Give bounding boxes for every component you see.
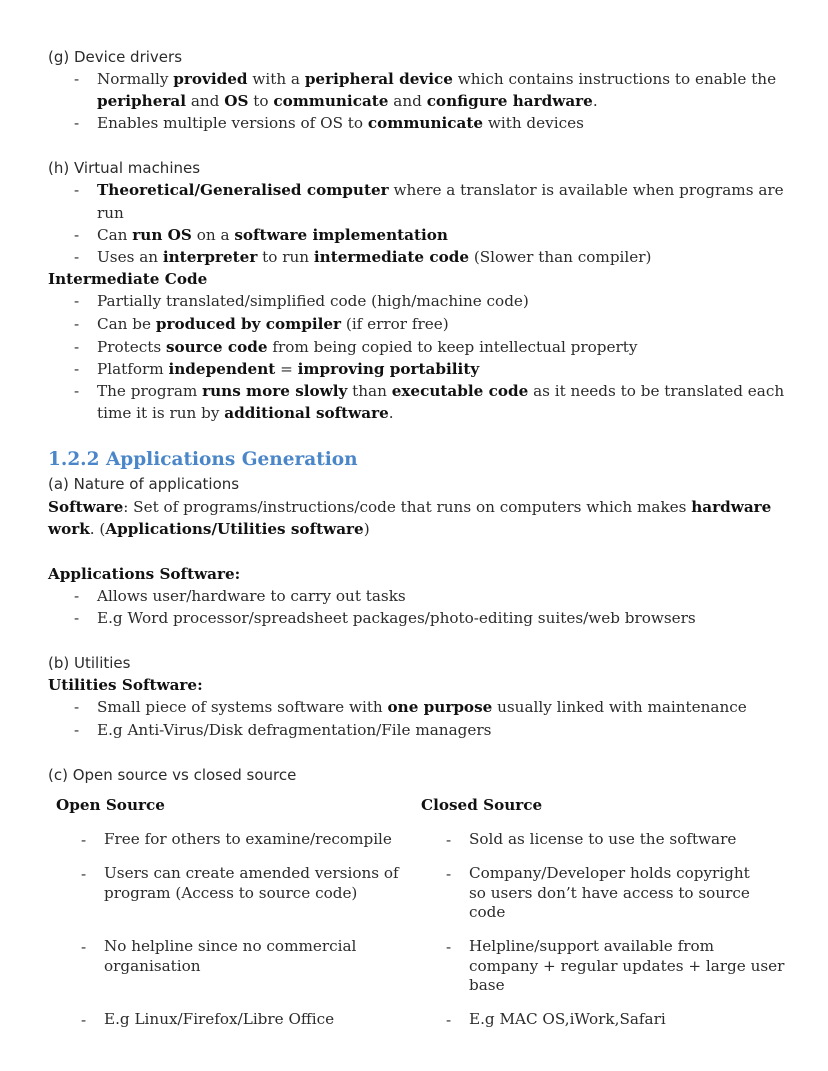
table-cell-closed: E.g MAC OS,iWork,Safari — [469, 1010, 666, 1028]
bullet-dash: - — [74, 292, 80, 310]
list-item: Theoretical/Generalised computer where a translator is available when programs are — [97, 181, 784, 199]
list-item-continuation: peripheral and OS to communicate and configure hardware. — [97, 92, 598, 110]
table-cell-open: Free for others to examine/recompile — [104, 830, 392, 848]
table-header-open-source: Open Source — [56, 796, 165, 814]
list-item: Partially translated/simplified code (high/machine code) — [97, 292, 529, 310]
bullet-dash: - — [74, 609, 80, 627]
subheading-intermediate-code: Intermediate Code — [48, 270, 208, 288]
bullet-dash: - — [74, 181, 80, 199]
software-definition-continuation: work. (Applications/Utilities software) — [48, 520, 370, 538]
bullet-dash: - — [74, 248, 80, 266]
list-item: Uses an interpreter to run intermediate code (Slower than compiler) — [97, 248, 652, 266]
list-item: Allows user/hardware to carry out tasks — [97, 587, 406, 605]
table-cell-closed-continuation: code — [469, 903, 506, 921]
bullet-dash: - — [74, 338, 80, 356]
list-item: Can run OS on a software implementation — [97, 226, 448, 244]
bullet-dash: - — [74, 360, 80, 378]
section-title-device-drivers: (g) Device drivers — [48, 48, 183, 66]
bullet-dash: - — [446, 831, 452, 849]
list-item: Small piece of systems software with one purpose usually linked with maintenance — [97, 698, 747, 716]
section-title-utilities: (b) Utilities — [48, 654, 131, 672]
table-header-closed-source: Closed Source — [421, 796, 543, 814]
list-item: Enables multiple versions of OS to communicate with devices — [97, 114, 584, 132]
table-cell-closed-continuation: so users don’t have access to source — [469, 884, 750, 902]
table-cell-open: No helpline since no commercial — [104, 937, 357, 955]
list-item: Normally provided with a peripheral device which contains instructions to enable the — [97, 70, 777, 88]
table-cell-closed-continuation: company + regular updates + large user — [469, 957, 785, 975]
bullet-dash: - — [74, 382, 80, 400]
table-cell-closed: Helpline/support available from — [469, 937, 715, 955]
list-item: E.g Word processor/spreadsheet packages/photo-editing suites/web browsers — [97, 609, 696, 627]
list-item-continuation: run — [97, 204, 124, 222]
section-title-open-vs-closed: (c) Open source vs closed source — [48, 766, 297, 784]
section-heading-applications-generation: 1.2.2 Applications Generation — [48, 449, 358, 470]
table-cell-open: E.g Linux/Firefox/Libre Office — [104, 1010, 335, 1028]
list-item-continuation: time it is run by additional software. — [97, 404, 394, 422]
bullet-dash: - — [74, 721, 80, 739]
list-item: E.g Anti-Virus/Disk defragmentation/File managers — [97, 721, 492, 739]
list-item: The program runs more slowly than executable code as it needs to be translated each — [97, 382, 785, 400]
bullet-dash: - — [74, 226, 80, 244]
list-item: Protects source code from being copied to keep intellectual property — [97, 338, 638, 356]
table-cell-closed: Sold as license to use the software — [469, 830, 737, 848]
bullet-dash: - — [446, 1011, 452, 1029]
subheading-applications-software: Applications Software: — [48, 565, 241, 583]
bullet-dash: - — [81, 831, 87, 849]
section-title-virtual-machines: (h) Virtual machines — [48, 159, 201, 177]
table-cell-closed: Company/Developer holds copyright — [469, 864, 750, 882]
software-definition: Software: Set of programs/instructions/code that runs on computers which makes hardware — [48, 498, 772, 516]
bullet-dash: - — [74, 698, 80, 716]
bullet-dash: - — [446, 865, 452, 883]
list-item: Can be produced by compiler (if error free) — [97, 315, 449, 333]
bullet-dash: - — [81, 1011, 87, 1029]
bullet-dash: - — [81, 938, 87, 956]
table-cell-open: Users can create amended versions of — [104, 864, 399, 882]
table-cell-closed-continuation: base — [469, 976, 505, 994]
section-title-nature-of-applications: (a) Nature of applications — [48, 475, 240, 493]
table-cell-open-continuation: program (Access to source code) — [104, 884, 358, 902]
bullet-dash: - — [446, 938, 452, 956]
bullet-dash: - — [74, 587, 80, 605]
bullet-dash: - — [74, 315, 80, 333]
bullet-dash: - — [74, 70, 80, 88]
bullet-dash: - — [74, 114, 80, 132]
subheading-utilities-software: Utilities Software: — [48, 676, 203, 694]
bullet-dash: - — [81, 865, 87, 883]
table-cell-open-continuation: organisation — [104, 957, 201, 975]
list-item: Platform independent = improving portability — [97, 360, 480, 378]
